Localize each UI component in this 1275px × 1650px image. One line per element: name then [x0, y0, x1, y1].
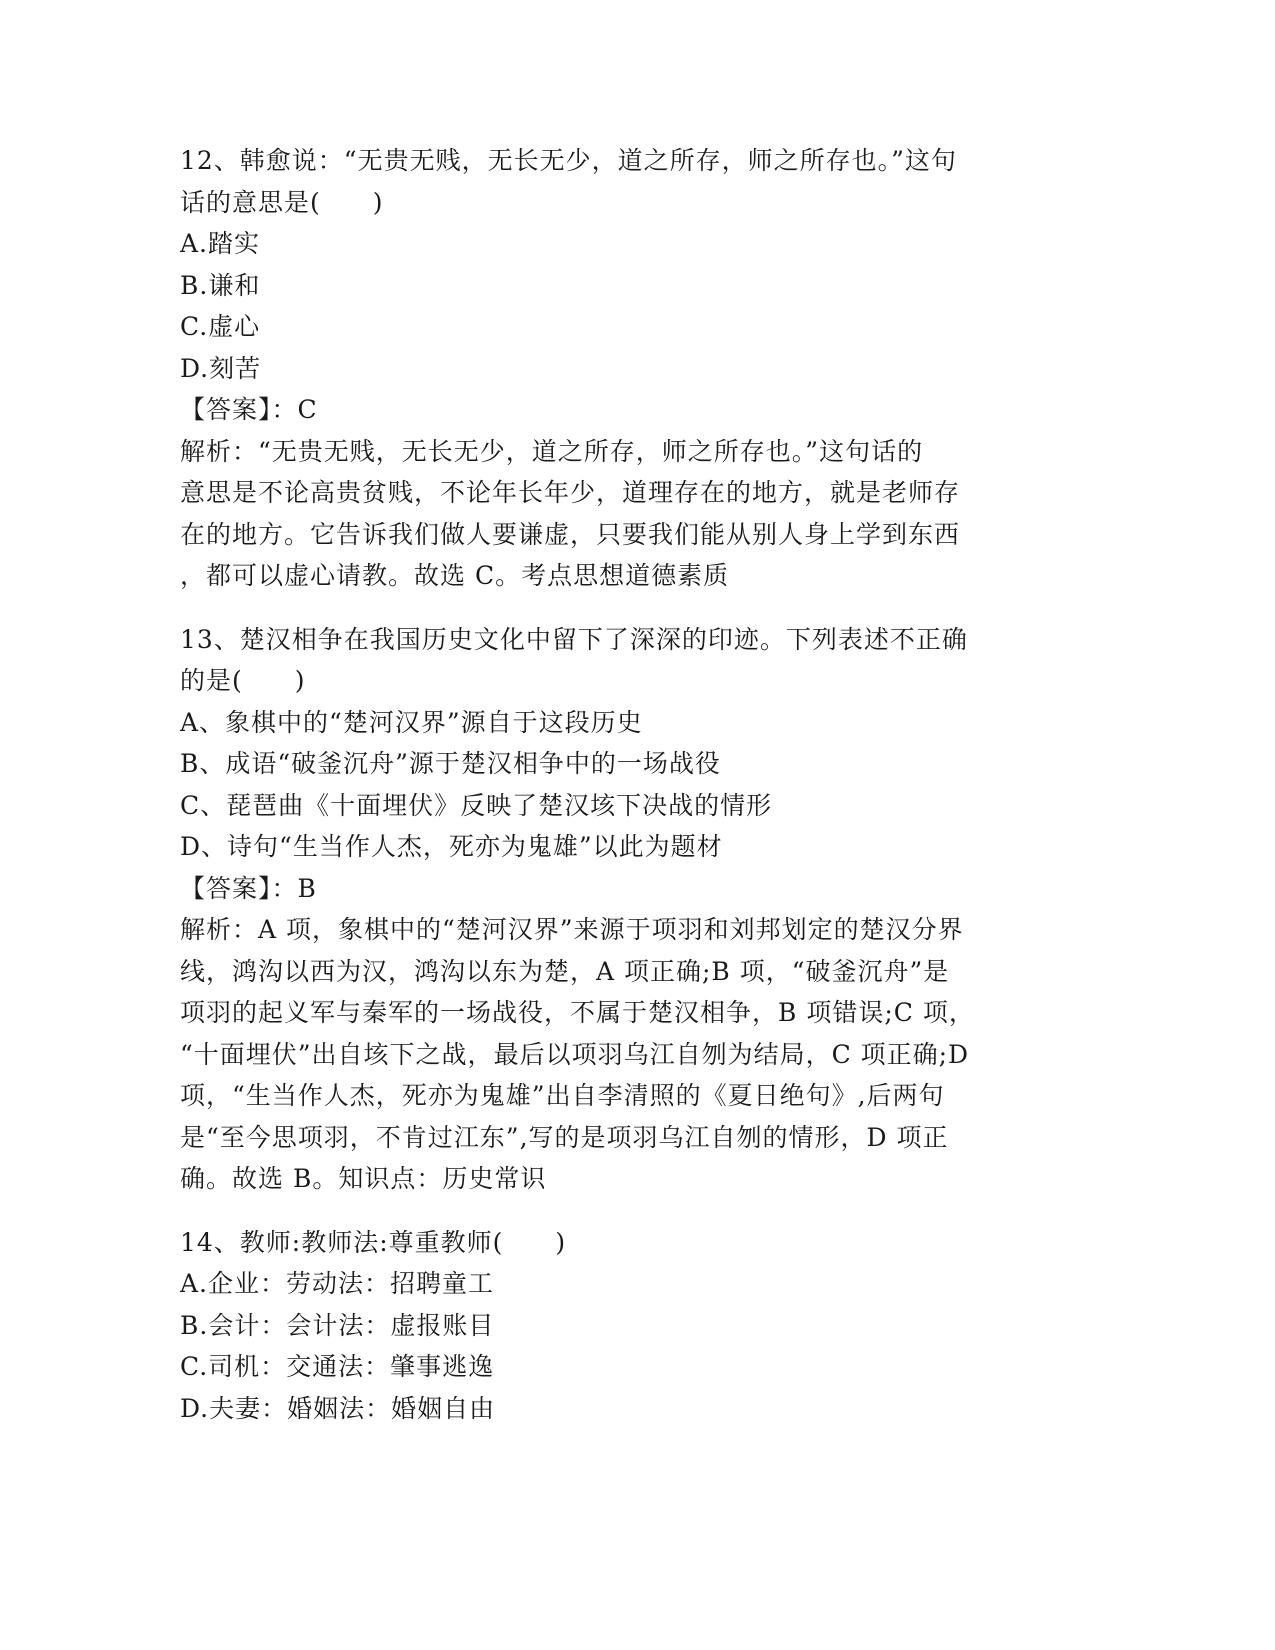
question-12: [180, 140, 1060, 597]
option-d: D.刻苦: [180, 353, 262, 383]
question-spacer: [180, 1200, 1060, 1222]
analysis-line: “十面埋伏”出自垓下之战，最后以项羽乌江自刎为结局，C 项正确;D: [180, 1039, 970, 1069]
option-c: C.司机：交通法：肇事逃逸: [180, 1352, 495, 1381]
question-stem-line: 13、楚汉相争在我国历史文化中留下了深深的印迹。下列表述不正确: [180, 624, 968, 654]
option-d: D、诗句“生当作人杰，死亦为鬼雄”以此为题材: [180, 832, 723, 861]
question-13: [180, 619, 1060, 1200]
question-spacer: [180, 597, 1060, 619]
analysis-line: 意思是不论高贵贫贱，不论年长年少，道理存在的地方，就是老师存: [180, 478, 961, 507]
option-a: A、象棋中的“楚河汉界”源自于这段历史: [180, 707, 643, 737]
answer-line: 【答案】：B: [180, 873, 317, 903]
analysis-line: 项羽的起义军与秦军的一场战役，不属于楚汉相争，B 项错误;C 项，: [180, 998, 975, 1027]
analysis-line: 确。故选 B。知识点：历史常识: [180, 1164, 547, 1193]
analysis-line: 线，鸿沟以西为汉，鸿沟以东为楚，A 项正确;B 项，“破釜沉舟”是: [180, 956, 950, 986]
answer-line: 【答案】：C: [180, 395, 318, 424]
analysis-line: 项，“生当作人杰，死亦为鬼雄”出自李清照的《夏日绝句》,后两句: [180, 1081, 945, 1110]
question-14: [180, 1222, 1060, 1430]
option-b: B、成语“破釜沉舟”源于楚汉相争中的一场战役: [180, 749, 721, 778]
question-stem-line: 的是( ): [180, 666, 306, 695]
option-b: B.谦和: [180, 270, 261, 300]
option-c: C、琵琶曲《十面埋伏》反映了楚汉垓下决战的情形: [180, 790, 773, 820]
question-stem-line: 14、教师:教师法:尊重教师( ): [180, 1227, 567, 1257]
option-a: A.踏实: [180, 229, 261, 258]
analysis-line: ，都可以虚心请教。故选 C。考点思想道德素质: [180, 561, 730, 590]
analysis-line: 在的地方。它告诉我们做人要谦虚，只要我们能从别人身上学到东西: [180, 519, 961, 549]
option-a: A.企业：劳动法：招聘童工: [180, 1269, 495, 1298]
document-page: [180, 140, 1060, 1429]
option-b: B.会计：会计法：虚报账目: [180, 1310, 495, 1340]
analysis-line: 解析：“无贵无贱，无长无少，道之所存，师之所存也。”这句话的: [180, 436, 924, 466]
analysis-line: 解析：A 项，象棋中的“楚河汉界”来源于项羽和刘邦划定的楚汉分界: [180, 915, 964, 944]
option-c: C.虚心: [180, 312, 261, 341]
option-d: D.夫妻：婚姻法：婚姻自由: [180, 1393, 496, 1423]
question-stem-line: 12、韩愈说：“无贵无贱，无长无少，道之所存，师之所存也。”这句: [180, 146, 957, 175]
analysis-line: 是“至今思项羽，不肯过江东”,写的是项羽乌江自刎的情形，D 项正: [180, 1122, 949, 1152]
question-stem-line: 话的意思是( ): [180, 187, 384, 217]
